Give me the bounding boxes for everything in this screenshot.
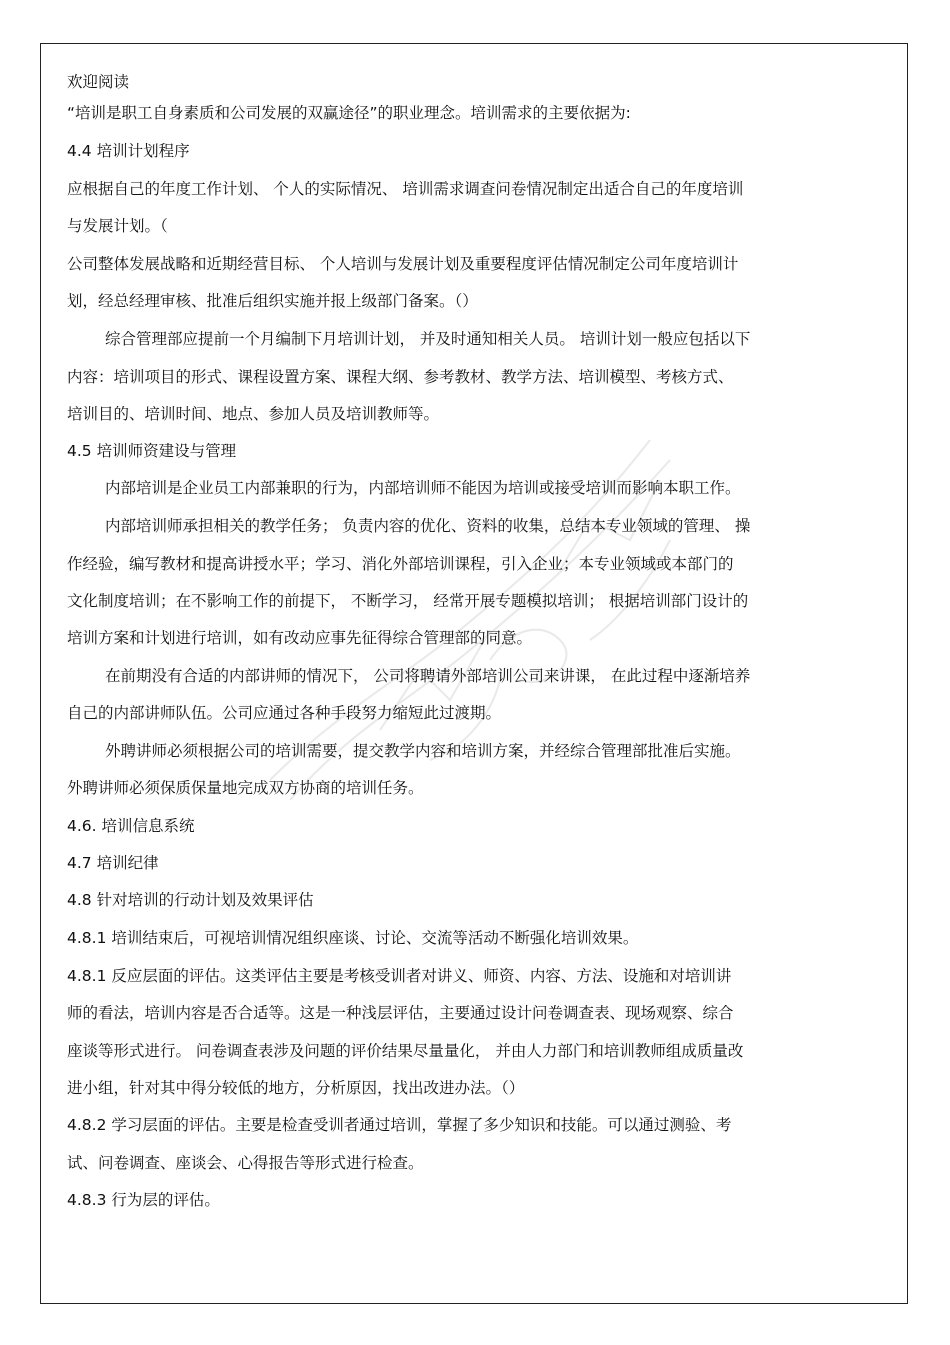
text-line: “培训是职工自身素质和公司发展的双赢途径”的职业理念。培训需求的主要依据为:: [67, 104, 631, 122]
text-line: 4.8.1 培训结束后，可视培训情况组织座谈、讨论、交流等活动不断强化培训效果。: [67, 929, 639, 947]
text-line: 文化制度培训；在不影响工作的前提下， 不断学习， 经常开展专题模拟培训； 根据培训部门设计的: [67, 592, 749, 610]
welcome-text: 欢迎阅读: [67, 73, 130, 91]
section-heading: 4.4 培训计划程序: [67, 142, 190, 160]
text-line: 内容：培训项目的形式、课程设置方案、课程大纲、参考教材、教学方法、培训模型、考核方式、: [67, 368, 734, 386]
text-line: 综合管理部应提前一个月编制下月培训计划， 并及时通知相关人员。 培训计划一般应包括以下: [105, 330, 751, 348]
text-line: 在前期没有合适的内部讲师的情况下， 公司将聘请外部培训公司来讲课， 在此过程中逐渐培养: [105, 667, 751, 685]
text-line: 外聘讲师必须根据公司的培训需要，提交教学内容和培训方案，并经综合管理部批准后实施。: [105, 742, 741, 760]
section-heading: 4.7 培训纪律: [67, 854, 159, 872]
text-line: 内部培训师承担相关的教学任务； 负责内容的优化、资料的收集，总结本专业领域的管理、 操: [105, 517, 751, 535]
text-line: 进小组，针对其中得分较低的地方，分析原因，找出改进办法。（）: [67, 1079, 525, 1097]
text-line: 内部培训是企业员工内部兼职的行为，内部培训师不能因为培训或接受培训而影响本职工作。: [105, 479, 741, 497]
text-line: 师的看法，培训内容是否合适等。这是一种浅层评估，主要通过设计问卷调查表、现场观察、综合: [67, 1004, 734, 1022]
text-line: 试、问卷调查、座谈会、心得报告等形式进行检查。: [67, 1154, 424, 1172]
text-line: 座谈等形式进行。 问卷调查表涉及问题的评价结果尽量量化， 并由人力部门和培训教师组成质量改: [67, 1042, 744, 1060]
text-line: 4.8.1 反应层面的评估。这类评估主要是考核受训者对讲义、师资、内容、方法、设施和对培训讲: [67, 967, 732, 985]
text-line: 培训方案和计划进行培训，如有改动应事先征得综合管理部的同意。: [67, 629, 533, 647]
section-heading: 4.8 针对培训的行动计划及效果评估: [67, 891, 314, 909]
text-line: 4.8.3 行为层的评估。: [67, 1191, 220, 1209]
text-line: 4.8.2 学习层面的评估。主要是检查受训者通过培训，掌握了多少知识和技能。可以通过测验、考: [67, 1116, 732, 1134]
section-heading: 4.6. 培训信息系统: [67, 817, 195, 835]
text-line: 自己的内部讲师队伍。公司应通过各种手段努力缩短此过渡期。: [67, 704, 502, 722]
text-line: 应根据自己的年度工作计划、 个人的实际情况、 培训需求调查问卷情况制定出适合自己的年度培训: [67, 180, 744, 198]
text-line: 与发展计划。（: [67, 217, 168, 235]
section-heading: 4.5 培训师资建设与管理: [67, 442, 237, 460]
text-line: 作经验，编写教材和提高讲授水平；学习、消化外部培训课程，引入企业；本专业领域或本部门的: [67, 555, 734, 573]
text-line: 外聘讲师必须保质保量地完成双方协商的培训任务。: [67, 779, 424, 797]
text-line: 划，经总经理审核、批准后组织实施并报上级部门备案。（）: [67, 292, 478, 310]
text-line: 公司整体发展战略和近期经营目标、 个人培训与发展计划及重要程度评估情况制定公司年度培训计: [67, 255, 739, 273]
text-line: 培训目的、培训时间、地点、参加人员及培训教师等。: [67, 405, 440, 423]
